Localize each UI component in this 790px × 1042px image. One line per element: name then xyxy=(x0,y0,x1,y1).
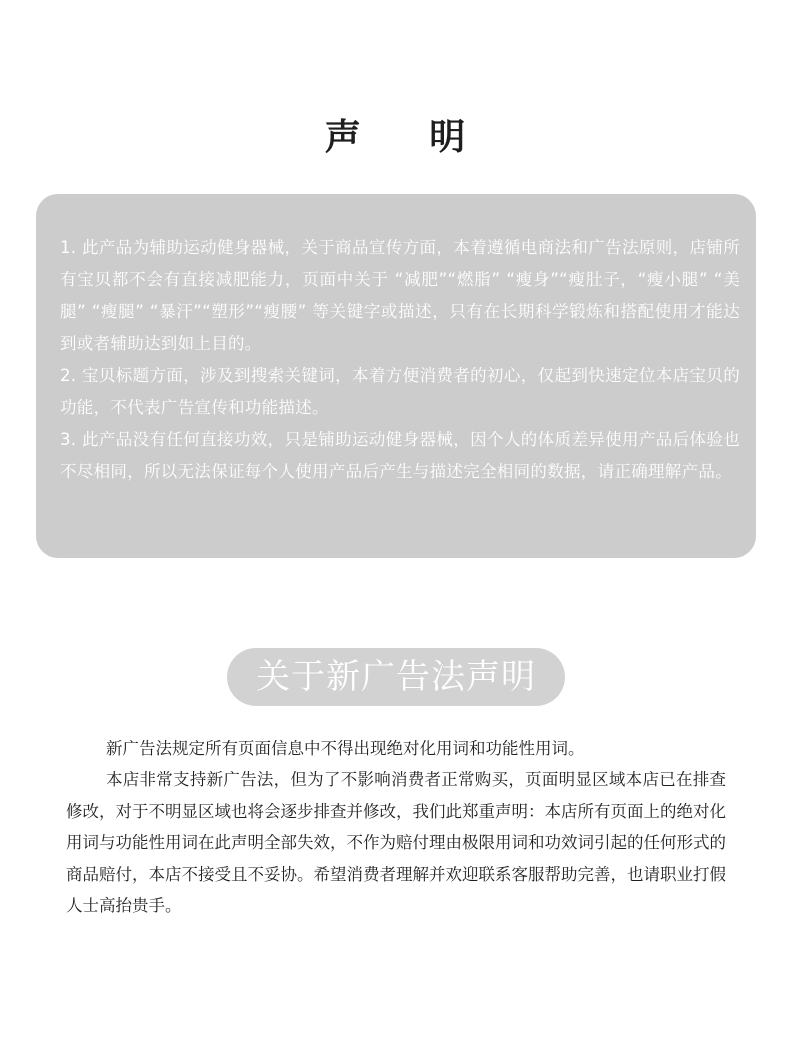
disclaimer-item-2: 2. 宝贝标题方面，涉及到搜索关键词，本着方便消费者的初心，仅起到快速定位本店宝贝的功能，不代表广告宣传和功能描述。 xyxy=(60,366,740,417)
disclaimer-item-1: 1. 此产品为辅助运动健身器械，关于商品宣传方面，本着遵循电商法和广告法原则，店铺所有宝贝都不会有直接减肥能力，页面中关于 “减肥”“燃脂” “瘦身”“瘦肚子，“瘦小腿” “美腿” “瘦腿” “暴汗”“塑形”“瘦腰” 等关键字或描述，只有在长期科学锻炼和搭配使用才能达到或者辅助达到如上目的。 xyxy=(60,238,740,353)
ad-law-paragraph-2: 本店非常支持新广告法，但为了不影响消费者正常购买，页面明显区域本店已在排查修改，对于不明显区域也将会逐步排查并修改，我们此郑重声明：本店所有页面上的绝对化用词与功能性用词在此声明全部失效，不作为赔付理由极限用词和功效词引起的任何形式的商品赔付，本店不接受且不妥协。希望消费者理解并欢迎联系客服帮助完善，也请职业打假人士高抬贵手。 xyxy=(66,770,726,915)
ad-law-heading: 关于新广告法声明 xyxy=(256,657,536,697)
disclaimer-item-3: 3. 此产品没有任何直接功效，只是铺助运动健身器械，因个人的体质差异使用产品后体验也不尽相同，所以无法保证每个人使用产品后产生与描述完全相同的数据，请正确理解产品。 xyxy=(60,430,740,481)
page-title: 声 明 xyxy=(324,117,494,158)
disclaimer-card xyxy=(36,194,756,558)
ad-law-paragraph-1: 新广告法规定所有页面信息中不得出现绝对化用词和功能性用词。 xyxy=(106,739,585,758)
ad-law-heading-pill xyxy=(227,648,565,706)
